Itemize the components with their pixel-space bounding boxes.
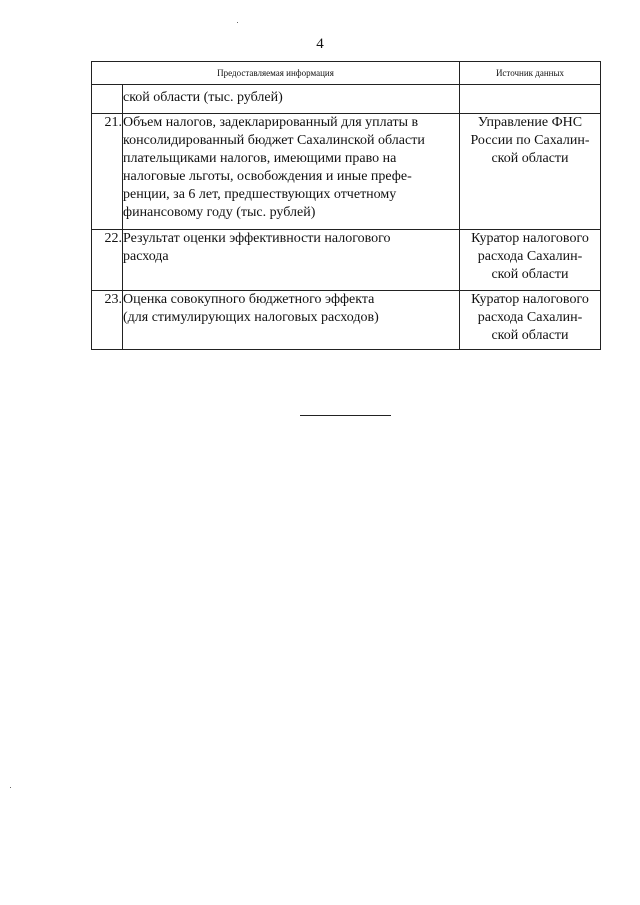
row-info-line: (для стимулирующих налоговых расходов)	[123, 310, 379, 325]
row-info-line: консолидированный бюджет Сахалинской области	[123, 133, 425, 148]
row-number: 21.	[92, 114, 123, 230]
row-info	[123, 114, 460, 230]
header-info: Предоставляемая информация	[92, 62, 460, 85]
row-source-line: ской области	[491, 267, 569, 282]
row-source-line: ской области	[491, 328, 569, 343]
table-row	[92, 114, 601, 230]
row-source	[460, 85, 601, 114]
row-info	[123, 291, 460, 350]
row-source	[460, 114, 601, 230]
row-info	[123, 230, 460, 291]
row-source-line: Куратор налогового	[471, 231, 589, 246]
row-info-line: ской области (тыс. рублей)	[123, 90, 283, 105]
row-info-line: Результат оценки эффективности налогового	[123, 231, 391, 246]
row-info-line: ренции, за 6 лет, предшествующих отчетному	[123, 187, 397, 202]
row-source-line: России по Сахалин-	[470, 133, 590, 148]
end-separator-line	[300, 415, 391, 416]
row-info-line: Объем налогов, задекларированный для уплаты в	[123, 115, 419, 130]
row-info-line: налоговые льготы, освобождения и иные префе-	[123, 169, 412, 184]
row-number: 22.	[92, 230, 123, 291]
row-source-line: Куратор налогового	[471, 292, 589, 307]
header-source: Источник данных	[460, 62, 601, 85]
table-header-row	[92, 62, 601, 85]
row-source-line: расхода Сахалин-	[477, 310, 583, 325]
table-row	[92, 230, 601, 291]
row-info-line: финансовому году (тыс. рублей)	[123, 205, 316, 220]
row-source	[460, 230, 601, 291]
table-row	[92, 291, 601, 350]
row-source-line: ской области	[491, 151, 569, 166]
table-row	[92, 85, 601, 114]
row-source	[460, 291, 601, 350]
data-sources-table	[91, 61, 601, 350]
row-number	[92, 85, 123, 114]
row-info-line: Оценка совокупного бюджетного эффекта	[123, 292, 375, 307]
scan-speck	[237, 22, 238, 23]
page-number: 4	[316, 36, 324, 52]
row-number: 23.	[92, 291, 123, 350]
row-source-line: расхода Сахалин-	[477, 249, 583, 264]
row-info-line: плательщиками налогов, имеющими право на	[123, 151, 397, 166]
row-info-line: расхода	[123, 249, 169, 264]
scan-speck	[10, 787, 11, 788]
row-source-line: Управление ФНС	[477, 115, 583, 130]
row-info	[123, 85, 460, 114]
